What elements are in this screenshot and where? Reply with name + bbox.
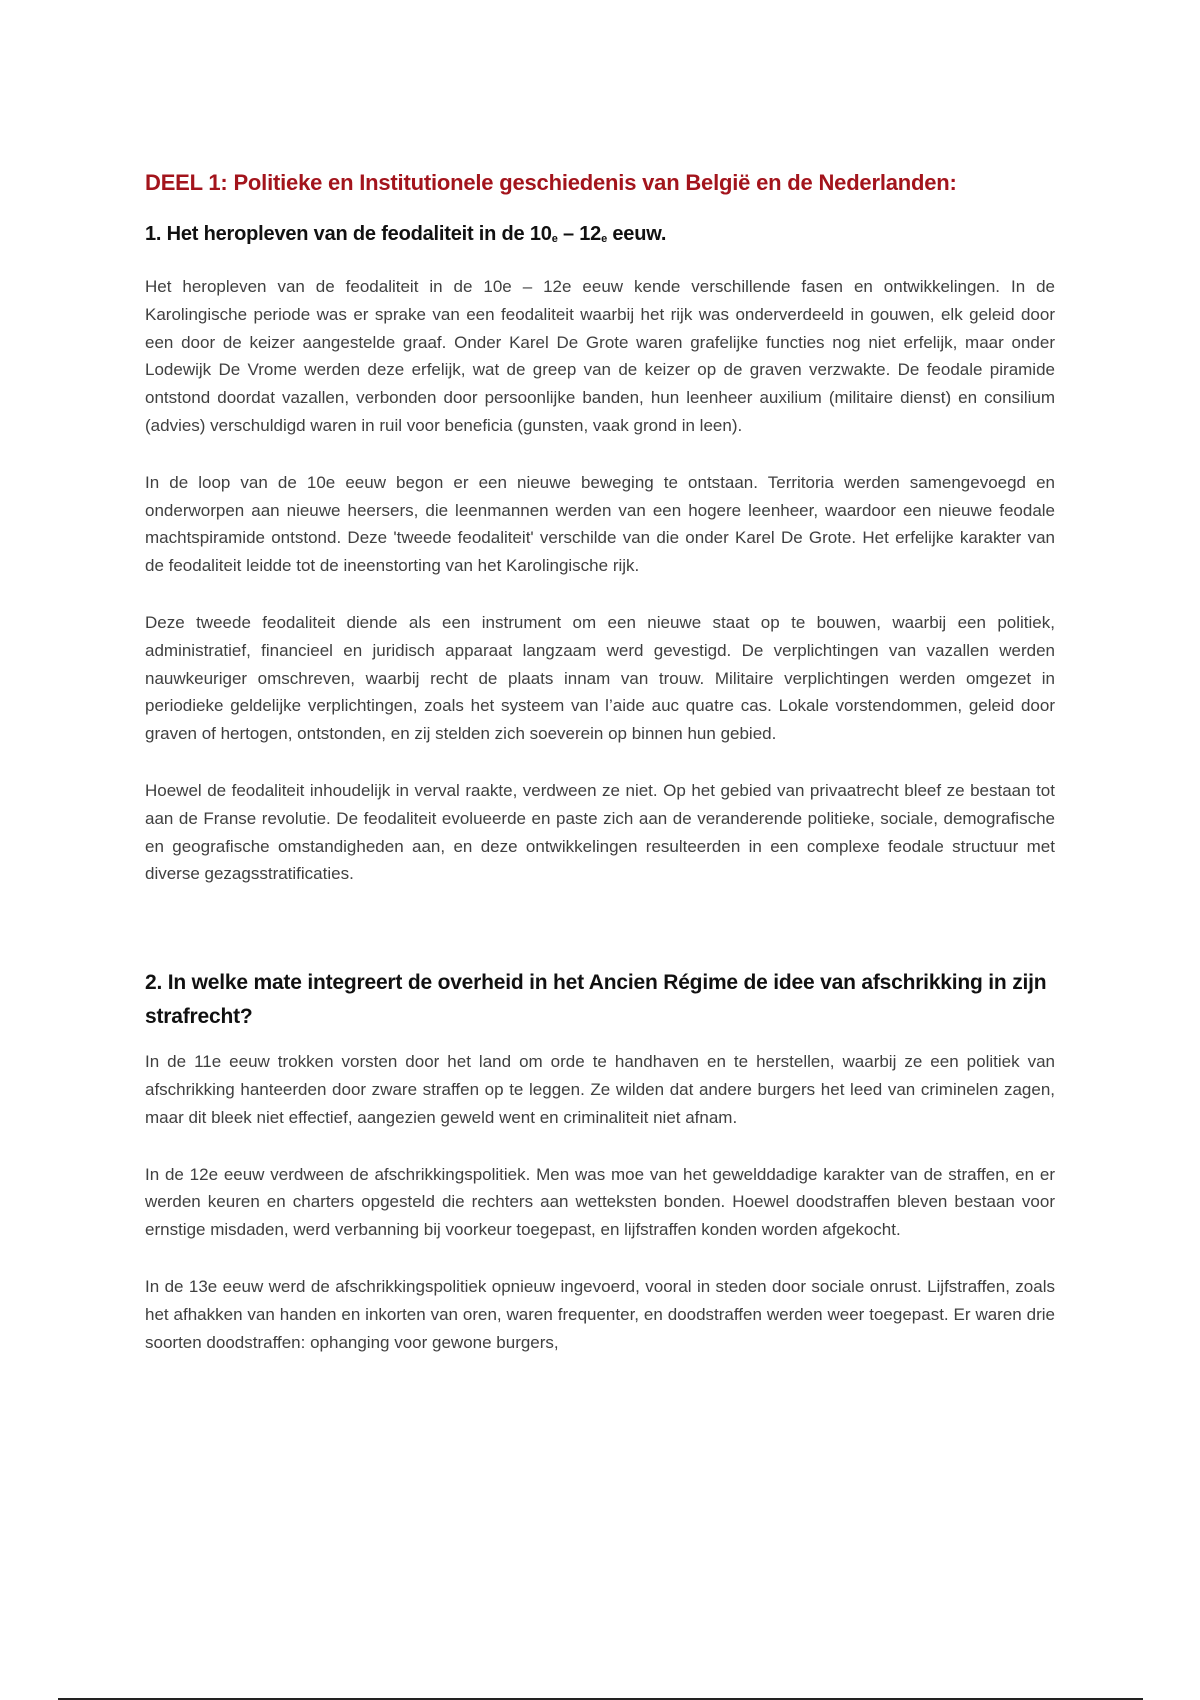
paragraph: In de 13e eeuw werd de afschrikkingspolitiek opnieuw ingevoerd, vooral in steden door sociale onrust. Lijfstraffen, zoals het afhakken van handen en inkorten van oren, waren frequenter, en doodstraffen werden weer toegepast. Er waren drie soorten doodstraffen: ophanging voor gewone burgers, [145, 1276, 1055, 1352]
section-1-title-superscript: e [601, 233, 608, 245]
paragraph: In de 12e eeuw verdween de afschrikkingspolitiek. Men was moe van het gewelddadige karakter van de straffen, en er werden keuren en charters opgesteld die rechters aan wetteksten bonden. Hoewel doodstraffen bleven bestaan voor ernstige misdaden, werd verbanning bij voorkeur toegepast, en lijfstraffen konden worden afgekocht. [145, 1164, 1055, 1240]
part-title: DEEL 1: Politieke en Institutionele geschiedenis van België en de Nederlanden: [145, 170, 957, 195]
section-1-title [145, 223, 1055, 246]
document-page [145, 170, 1055, 1385]
section-1-title-part: – 12 [557, 223, 602, 245]
paragraph: Het heropleven van de feodaliteit in de 10e – 12e eeuw kende verschillende fasen en ontwikkelingen. In de Karolingische periode was er sprake van een feodaliteit waarbij het rijk was onderverdeeld in gouwen, elk geleid door een door de keizer aangestelde graaf. Onder Karel De Grote waren grafelijke functies nog niet erfelijk, maar onder Lodewijk De Vrome werden deze erfelijk, wat de greep van de keizer op de graven verzwakte. De feodale piramide ontstond doordat vazallen, verbonden door persoonlijke banden, hun leenheer auxilium (militaire dienst) en consilium (advies) verschuldigd waren in ruil voor beneficia (gunsten, vaak grond in leen). [145, 277, 1055, 435]
paragraph: Hoewel de feodaliteit inhoudelijk in verval raakte, verdween ze niet. Op het gebied van privaatrecht bleef ze bestaan tot aan de Franse revolutie. De feodaliteit evolueerde en paste zich aan de veranderende politieke, sociale, demografische en geografische omstandigheden aan, en deze ontwikkelingen resulteerden in een complexe feodale structuur met diverse gezagsstratificaties. [145, 780, 1055, 884]
section-1-title-superscript: e [551, 233, 558, 245]
paragraph: In de 11e eeuw trokken vorsten door het land om orde te handhaven en te herstellen, waarbij ze een politiek van afschrikking hanteerden door zware straffen op te leggen. Ze wilden dat andere burgers het leed van criminelen zagen, maar dit bleek niet effectief, aangezien geweld went en criminaliteit niet afnam. [145, 1052, 1055, 1127]
paragraph: Deze tweede feodaliteit diende als een instrument om een nieuwe staat op te bouwen, waarbij een politiek, administratief, financieel en juridisch apparaat langzaam werd gevestigd. De verplichtingen van vazallen werden nauwkeuriger omschreven, waarbij recht de plaats innam van trouw. Militaire verplichtingen werden omgezet in periodieke geldelijke verplichtingen, zoals het systeem van l’aide auc quatre cas. Lokale vorstendommen, geleid door graven of hertogen, ontstonden, en zij stelden zich soeverein op binnen hun gebied. [145, 612, 1055, 744]
section-1-title-part: eeuw. [607, 223, 667, 245]
section-2-title: 2. In welke mate integreert de overheid in het Ancien Régime de idee van afschrikking in zijn strafrecht? [145, 971, 1047, 1029]
paragraph: In de loop van de 10e eeuw begon er een nieuwe beweging te ontstaan. Territoria werden samengevoegd en onderworpen aan nieuwe heersers, die leenmannen werden van een hogere leenheer, waardoor een nieuwe feodale machtspiramide ontstond. Deze 'tweede feodaliteit' verschilde van die onder Karel De Grote. Het erfelijke karakter van de feodaliteit leidde tot de ineenstorting van het Karolingische rijk. [145, 472, 1055, 576]
section-1-title-part: 1. Het heropleven van de feodaliteit in de 10 [145, 223, 552, 245]
